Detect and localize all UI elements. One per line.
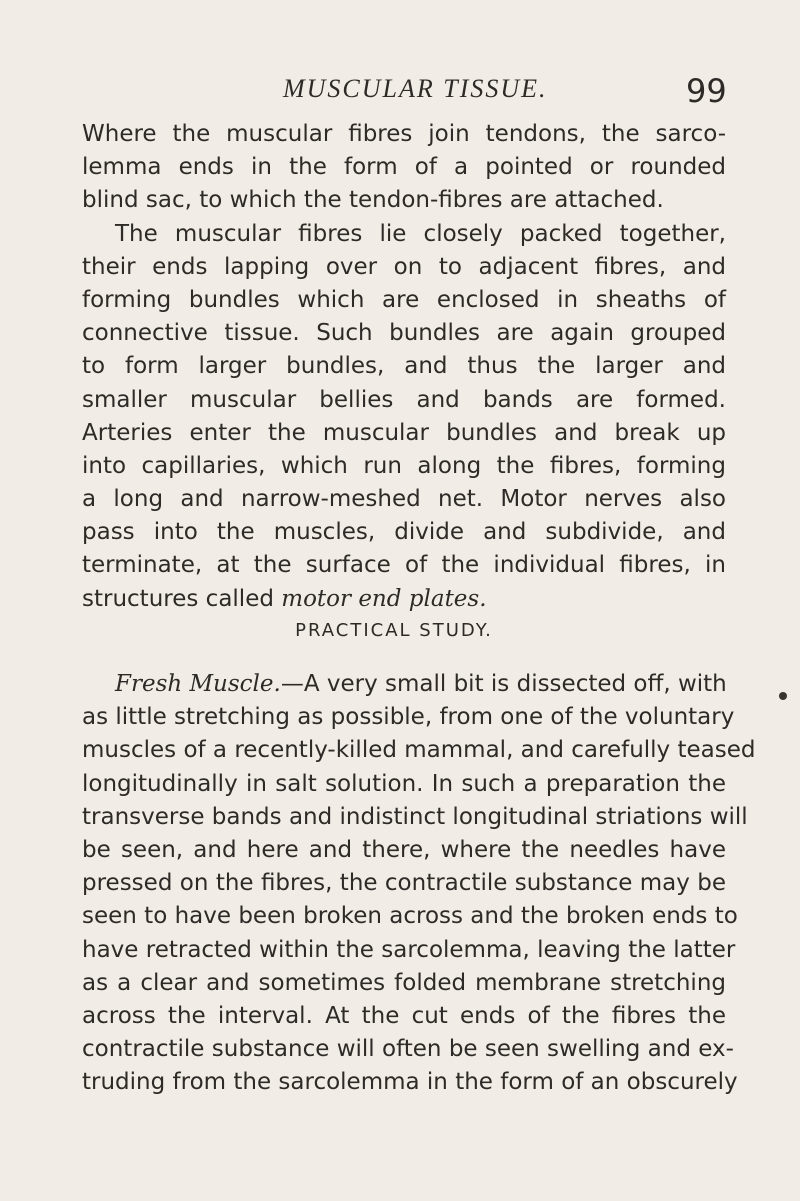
text-line: truding from the sarcolemma in the form of an obscurely [82, 1069, 738, 1096]
text-line: to form larger bundles, and thus the larger and [82, 353, 726, 380]
page-number: 99 [686, 72, 727, 110]
paragraph-fibre-bundles [82, 218, 726, 616]
text-line: muscles of a recently-killed mammal, and carefully teased [82, 737, 756, 764]
text-line: smaller muscular bellies and bands are formed. [82, 386, 726, 413]
text-line: terminate, at the surface of the individual fibres, in [82, 552, 726, 579]
text-line: lemma ends in the form of a pointed or rounded [82, 154, 726, 181]
running-head [0, 74, 800, 114]
text-line: a long and narrow-meshed net. Motor nerves also [82, 486, 726, 513]
text-line: The muscular fibres lie closely packed together, [115, 220, 726, 247]
text-line: forming bundles which are enclosed in sheaths of [82, 286, 726, 313]
text-line: their ends lapping over on to adjacent fibres, and [82, 253, 726, 280]
text-line: blind sac, to which the tendon-fibres are attached. [82, 187, 664, 214]
text-line: connective tissue. Such bundles are again grouped [82, 320, 726, 347]
text-line [82, 583, 726, 616]
section-heading [0, 620, 800, 641]
section-heading-text: PRACTICAL STUDY. [295, 620, 493, 641]
text-line: as a clear and sometimes folded membrane stretching [82, 969, 726, 996]
text-line: into capillaries, which run along the fibres, forming [82, 452, 726, 479]
text-line: pressed on the fibres, the contractile substance may be [82, 870, 726, 897]
paragraph-sarcolemma-ends [82, 118, 726, 218]
running-title: MUSCULAR TISSUE. [283, 74, 548, 103]
text-line: across the interval. At the cut ends of the fibres the [82, 1002, 726, 1029]
text-line-lead: structures called [82, 585, 274, 612]
text-line: be seen, and here and there, where the needles have [82, 836, 726, 863]
text-line: transverse bands and indistinct longitudinal striations will [82, 803, 748, 830]
text-line [82, 668, 726, 701]
text-line: pass into the muscles, divide and subdivide, and [82, 519, 726, 546]
text-line: Where the muscular fibres join tendons, the sarco- [82, 121, 726, 147]
text-line: longitudinally in salt solution. In such a preparation the [82, 770, 726, 797]
margin-ink-mark [779, 692, 787, 700]
run-in-heading: Fresh Muscle. [115, 671, 281, 697]
text-line: Arteries enter the muscular bundles and break up [82, 419, 726, 446]
motor-end-plates-term: motor end plates. [281, 585, 487, 612]
text-line-rest: —A very small bit is dissected off, with [280, 671, 727, 697]
text-line: have retracted within the sarcolemma, leaving the latter [82, 936, 736, 963]
paragraph-fresh-muscle [82, 668, 756, 1099]
text-line: as little stretching as possible, from one of the voluntary [82, 704, 735, 731]
text-line: seen to have been broken across and the broken ends to [82, 903, 738, 930]
text-line: contractile substance will often be seen swelling and ex- [82, 1036, 734, 1063]
